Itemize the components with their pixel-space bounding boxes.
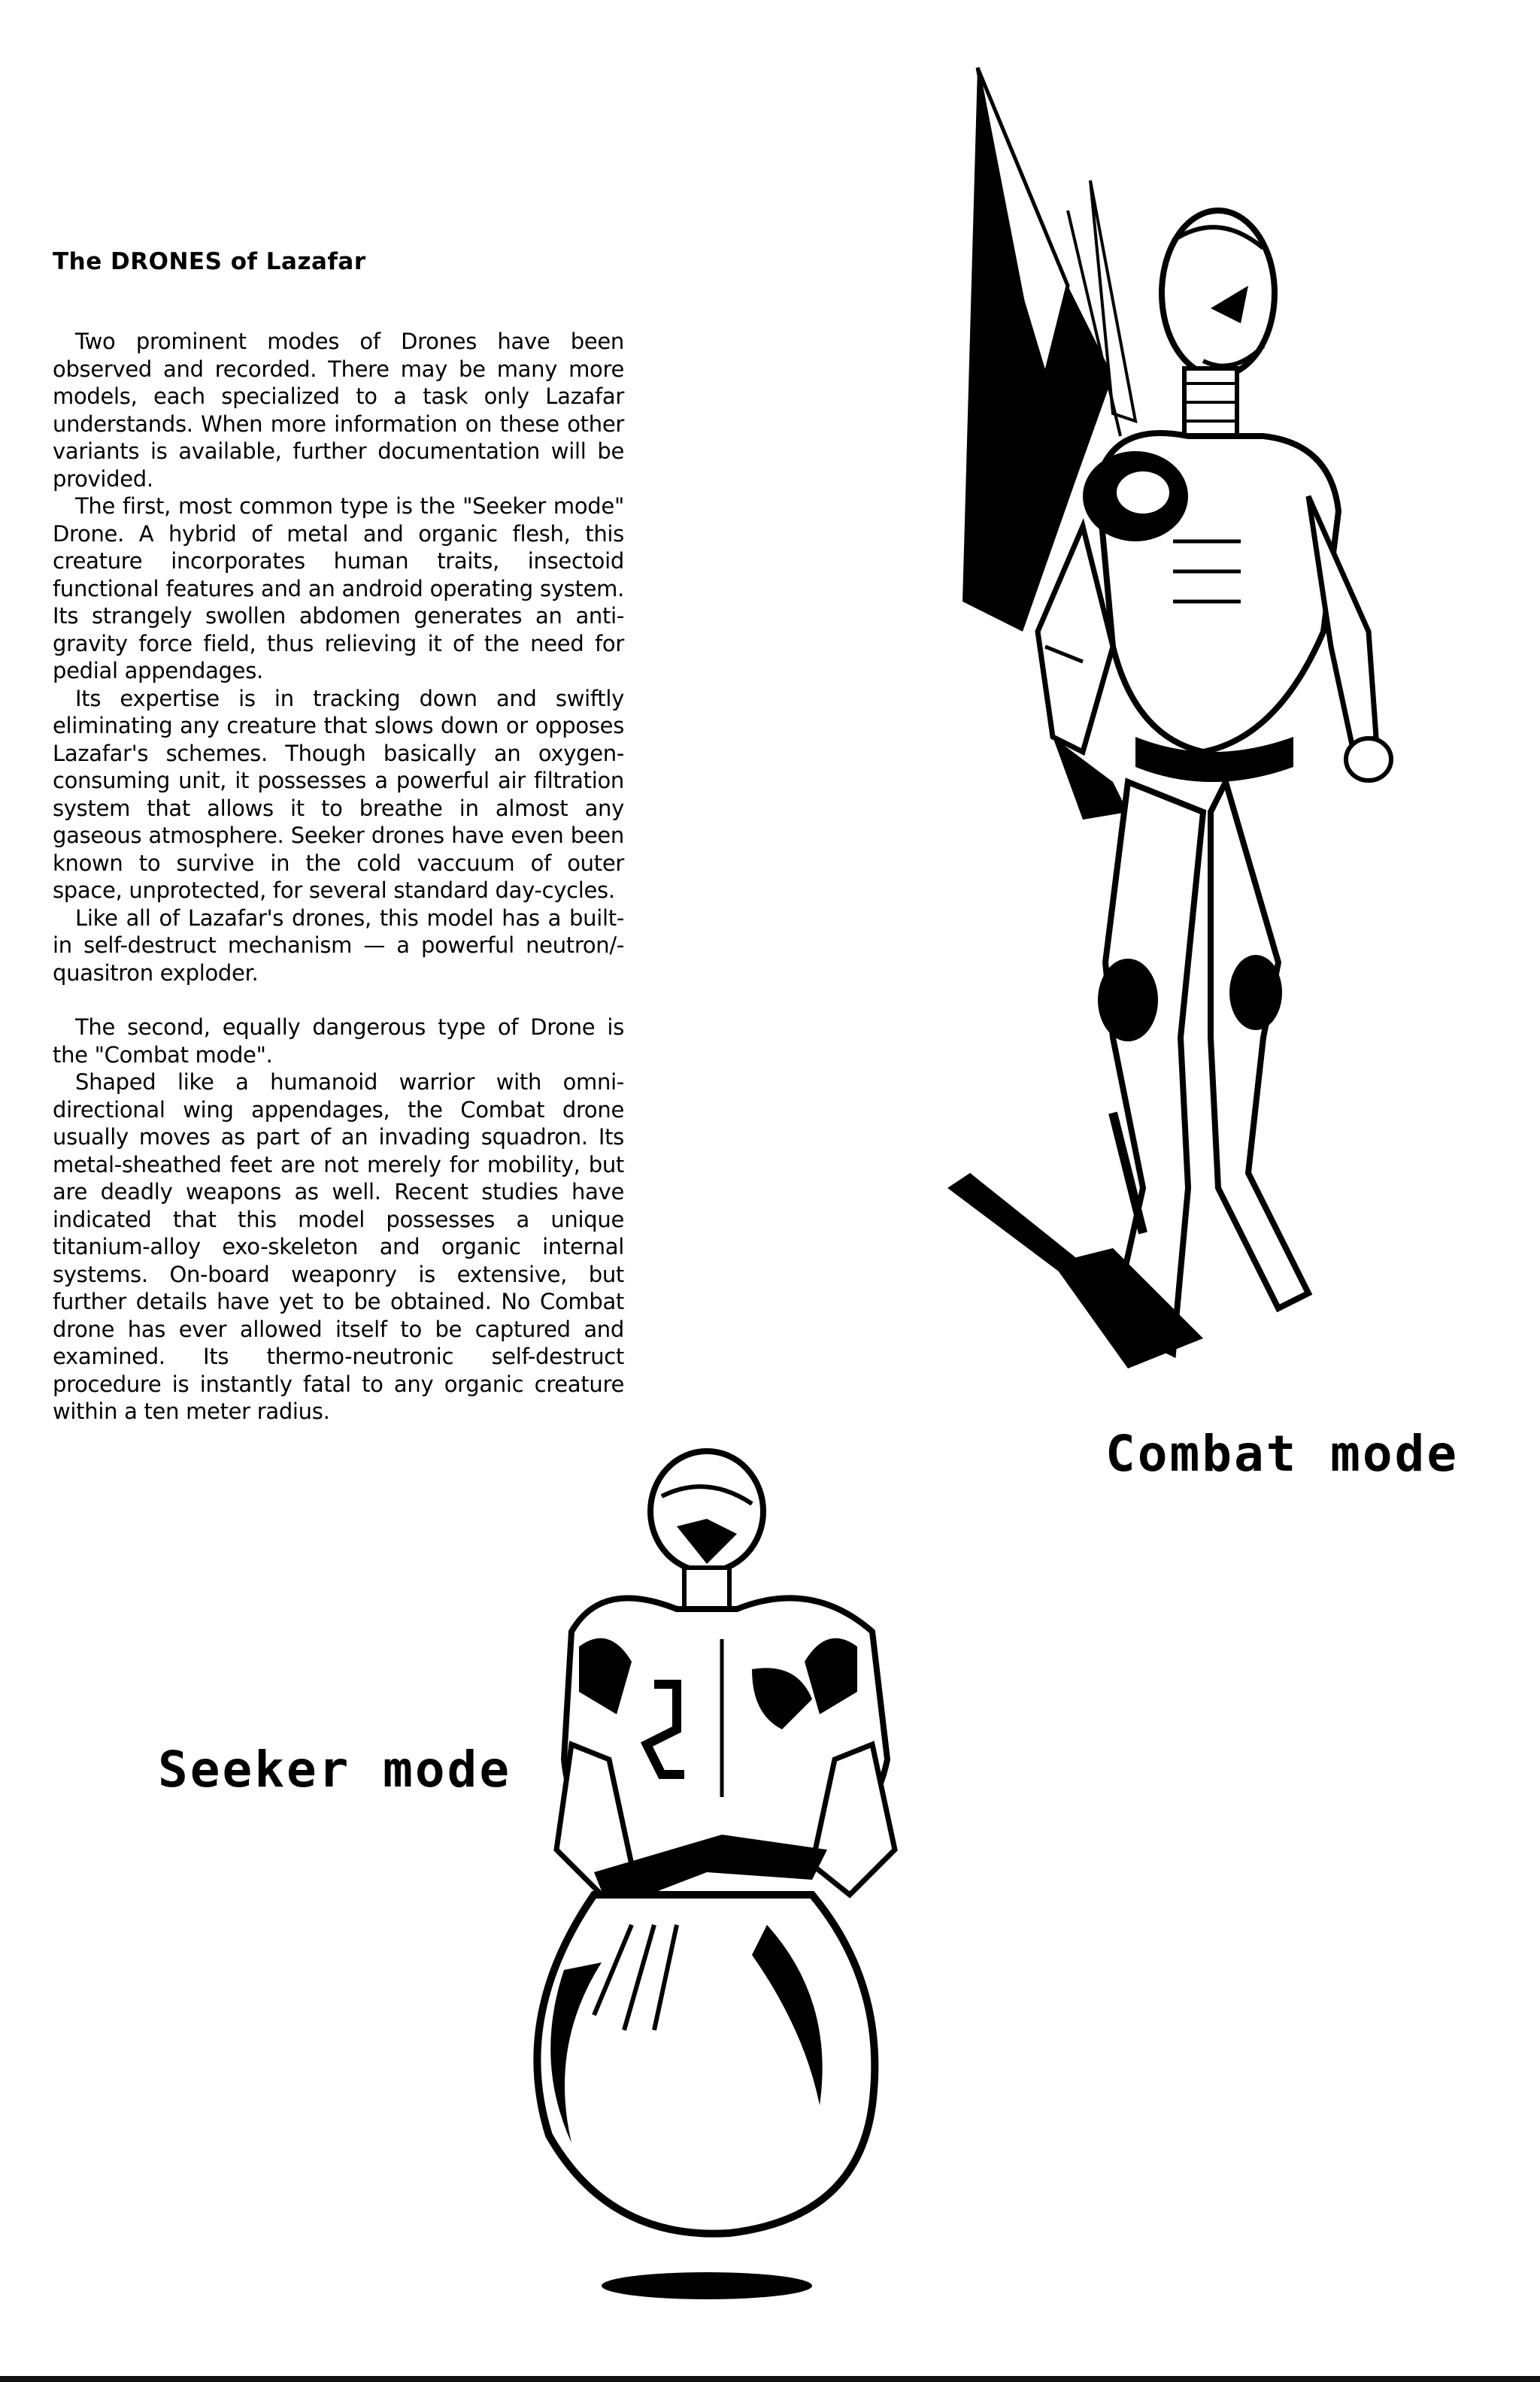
paragraph: The second, equally dangerous type of Drone is the "Combat mode". <box>53 1014 624 1068</box>
page-bottom-edge <box>0 2376 1540 2382</box>
paragraph: Like all of Lazafar's drones, this model has a built-in self-destruct mechanism — a powerful neutron/-quasitron exploder. <box>53 905 624 986</box>
paragraph: Its expertise is in tracking down and swiftly eliminating any creature that slows down or opposes Lazafar's schemes. Though basically an oxygen-consuming unit, it possesses a powerful air filtration system that allows it to breathe in almost any gaseous atmosphere. Seeker drones have even been known to survive in the cold vaccuum of outer space, unprotected, for several standard day-cycles. <box>53 685 624 903</box>
paragraph: Two prominent modes of Drones have been observed and recorded. There may be many more models, each specialized to a task only Lazafar understands. When more information on these other variants is available, further documentation will be provided. <box>53 329 624 492</box>
paragraph: The first, most common type is the "Seeker mode" Drone. A hybrid of metal and organic flesh, this creature incorporates human traits, insectoid functional features and an android operating system. Its strangely swollen abdomen generates an anti-gravity force field, thus relieving it of the need for pedial appendages. <box>53 493 624 683</box>
combat-mode-caption: Combat mode <box>1105 1425 1460 1483</box>
seeker-drone-illustration <box>481 1444 962 2308</box>
seeker-mode-caption: Seeker mode <box>158 1741 512 1799</box>
paragraph: Shaped like a humanoid warrior with omni-directional wing appendages, the Combat drone usually moves as part of an invading squadron. Its metal-sheathed feet are not merely for mobility, but are deadly weapons as well. Recent studies have indicated that this model possesses a unique titanium-alloy exo-skeleton and organic internal systems. On-board weaponry is extensive, but further details have yet to be obtained. No Combat drone has ever allowed itself to be captured and examined. Its thermo-neutronic self-destruct procedure is instantly fatal to any organic creature within a ten meter radius. <box>53 1069 624 1424</box>
article <box>53 248 624 1426</box>
article-title: The DRONES of Lazafar <box>53 248 366 275</box>
combat-drone-illustration <box>887 60 1459 1368</box>
